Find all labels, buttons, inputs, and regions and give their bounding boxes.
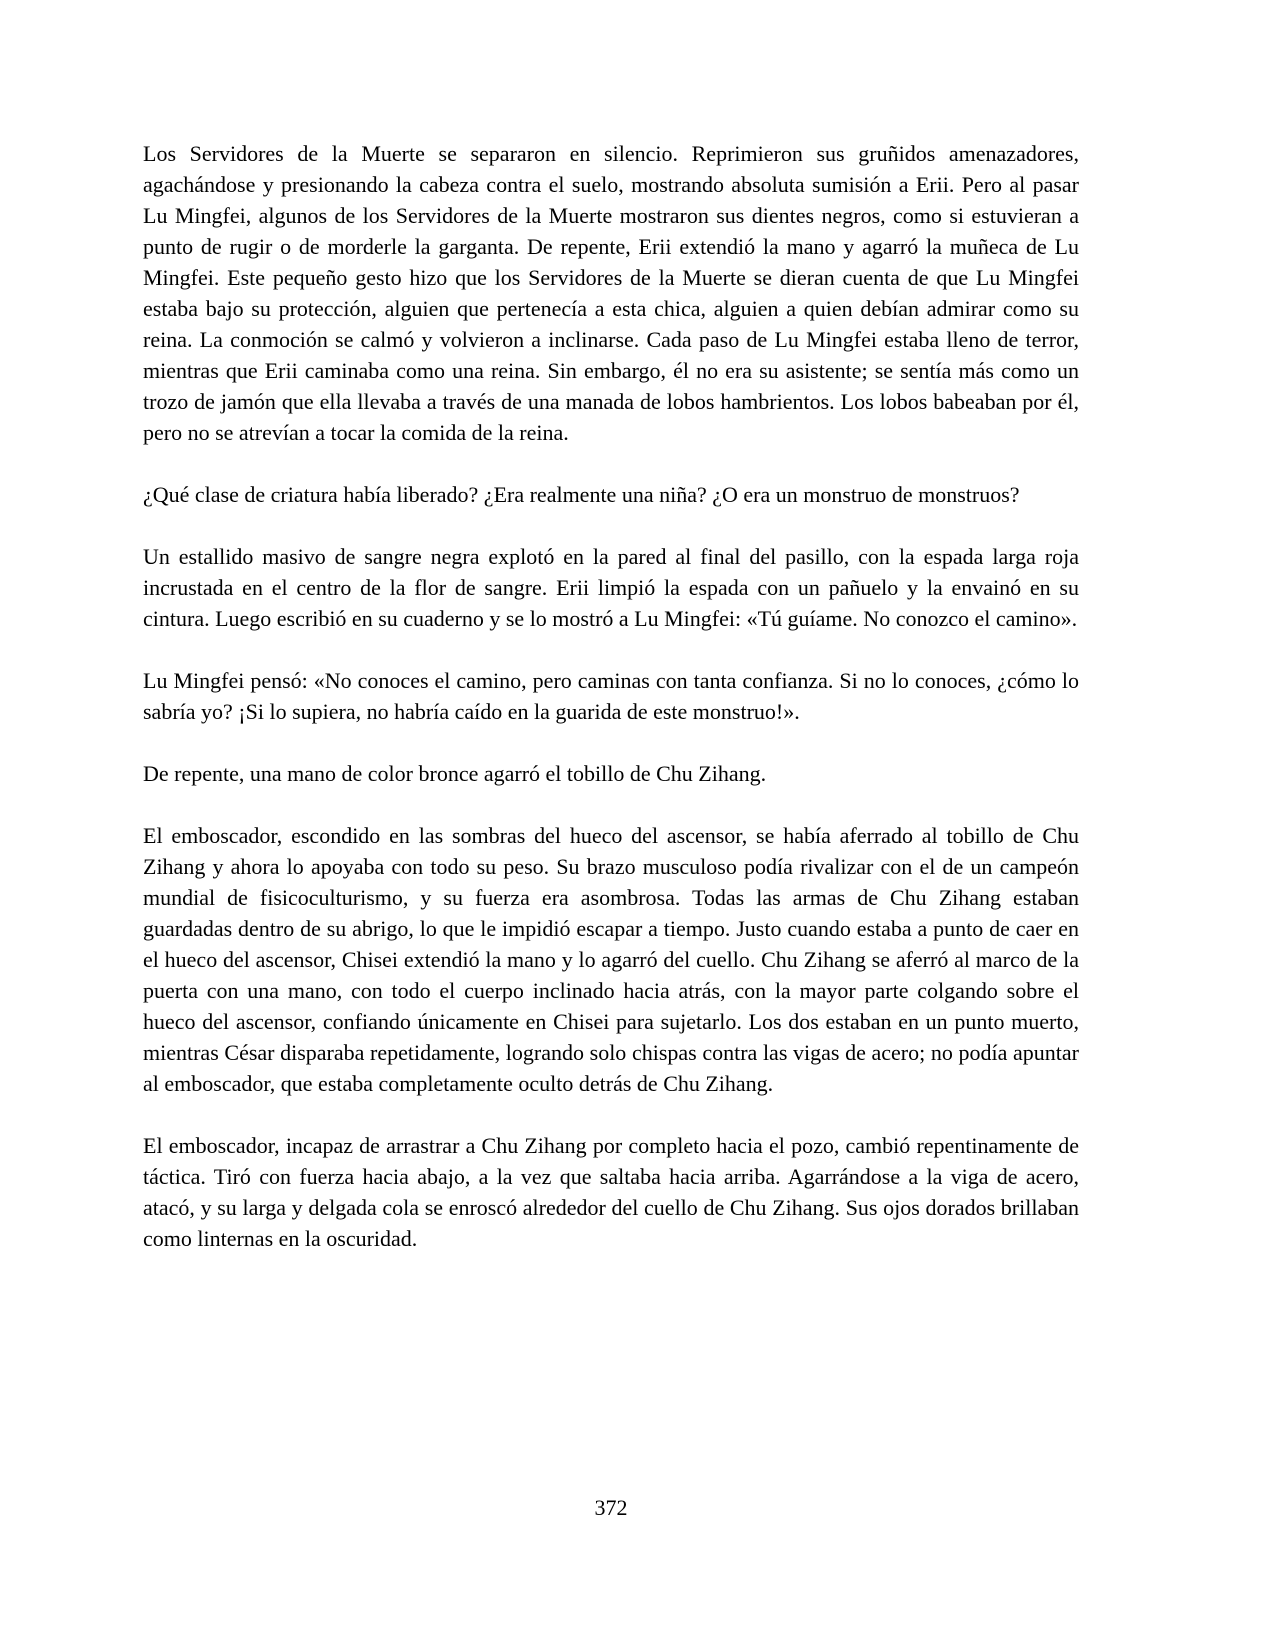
- paragraph-5: De repente, una mano de color bronce agarró el tobillo de Chu Zihang.: [143, 761, 767, 786]
- paragraph-2: ¿Qué clase de criatura había liberado? ¿Era realmente una niña? ¿O era un monstruo de monstruos?: [143, 482, 1020, 507]
- page-number: 372: [594, 1495, 628, 1520]
- paragraph-7: El emboscador, incapaz de arrastrar a Chu Zihang por completo hacia el pozo, cambió repentinamente de táctica. Tiró con fuerza hacia abajo, a la vez que saltaba hacia arriba. Agarrándose a la viga de acero, atacó, y su larga y delgada cola se enroscó alrededor del cuello de Chu Zihang. Sus ojos dorados brillaban como linternas en la oscuridad.: [143, 1133, 1079, 1251]
- paragraph-1: Los Servidores de la Muerte se separaron en silencio. Reprimieron sus gruñidos amenazadores, agachándose y presionando la cabeza contra el suelo, mostrando absoluta sumisión a Erii. Pero al pasar Lu Mingfei, algunos de los Servidores de la Muerte mostraron sus dientes negros, como si estuvieran a punto de rugir o de morderle la garganta. De repente, Erii extendió la mano y agarró la muñeca de Lu Mingfei. Este pequeño gesto hizo que los Servidores de la Muerte se dieran cuenta de que Lu Mingfei estaba bajo su protección, alguien que pertenecía a esta chica, alguien a quien debían admirar como su reina. La conmoción se calmó y volvieron a inclinarse. Cada paso de Lu Mingfei estaba lleno de terror, mientras que Erii caminaba como una reina. Sin embargo, él no era su asistente; se sentía más como un trozo de jamón que ella llevaba a través de una manada de lobos hambrientos. Los lobos babeaban por él, pero no se atrevían a tocar la comida de la reina.: [143, 141, 1079, 445]
- paragraph-4: Lu Mingfei pensó: «No conoces el camino, pero caminas con tanta confianza. Si no lo conoces, ¿cómo lo sabría yo? ¡Si lo supiera, no habría caído en la guarida de este monstruo!».: [143, 668, 1079, 724]
- paragraph-3: Un estallido masivo de sangre negra explotó en la pared al final del pasillo, con la espada larga roja incrustada en el centro de la flor de sangre. Erii limpió la espada con un pañuelo y la envainó en su cintura. Luego escribió en su cuaderno y se lo mostró a Lu Mingfei: «Tú guíame. No conozco el camino».: [143, 544, 1079, 631]
- page-body: [143, 138, 1079, 1285]
- paragraph-6: El emboscador, escondido en las sombras del hueco del ascensor, se había aferrado al tobillo de Chu Zihang y ahora lo apoyaba con todo su peso. Su brazo musculoso podía rivalizar con el de un campeón mundial de fisicoculturismo, y su fuerza era asombrosa. Todas las armas de Chu Zihang estaban guardadas dentro de su abrigo, lo que le impidió escapar a tiempo. Justo cuando estaba a punto de caer en el hueco del ascensor, Chisei extendió la mano y lo agarró del cuello. Chu Zihang se aferró al marco de la puerta con una mano, con todo el cuerpo inclinado hacia atrás, con la mayor parte colgando sobre el hueco del ascensor, confiando únicamente en Chisei para sujetarlo. Los dos estaban en un punto muerto, mientras César disparaba repetidamente, logrando solo chispas contra las vigas de acero; no podía apuntar al emboscador, que estaba completamente oculto detrás de Chu Zihang.: [143, 823, 1079, 1096]
